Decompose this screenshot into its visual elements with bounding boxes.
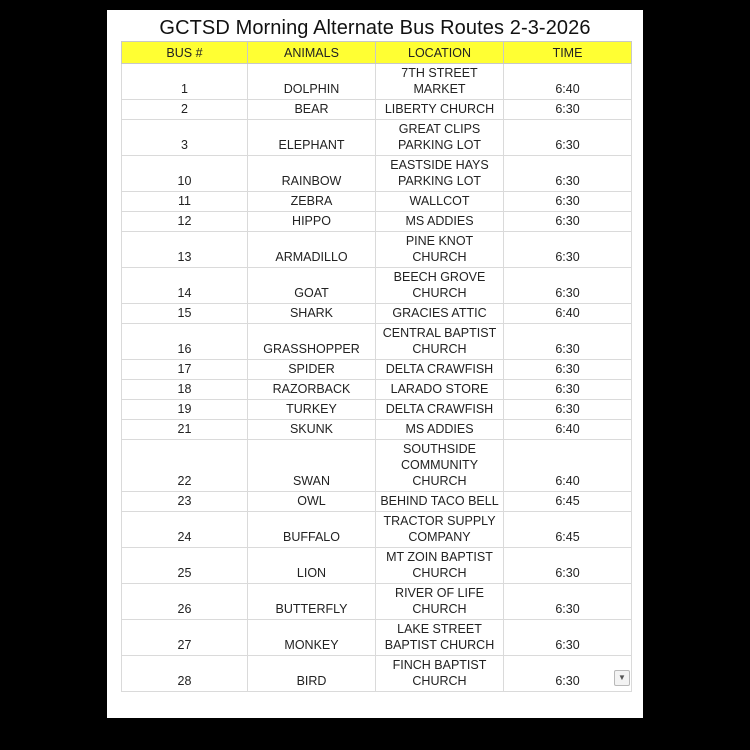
- bus-number-cell: 21: [122, 420, 248, 440]
- bus-number-cell: 18: [122, 380, 248, 400]
- location-cell: GRACIES ATTIC: [376, 304, 504, 324]
- bus-number-cell: 27: [122, 620, 248, 656]
- time-cell: 6:30: [504, 268, 632, 304]
- location-cell: 7TH STREET MARKET: [376, 64, 504, 100]
- table-row: [122, 156, 632, 192]
- bus-number-cell: 12: [122, 212, 248, 232]
- location-cell: LIBERTY CHURCH: [376, 100, 504, 120]
- bus-number-cell: 26: [122, 584, 248, 620]
- animal-cell: SKUNK: [248, 420, 376, 440]
- header-row: [122, 42, 632, 64]
- location-cell: EASTSIDE HAYS PARKING LOT: [376, 156, 504, 192]
- animal-cell: OWL: [248, 492, 376, 512]
- page-title: GCTSD Morning Alternate Bus Routes 2-3-2026: [159, 17, 591, 39]
- time-cell: 6:40: [504, 440, 632, 492]
- table-row: [122, 440, 632, 492]
- header-animals: ANIMALS: [248, 42, 376, 64]
- table-row: [122, 512, 632, 548]
- bus-number-cell: 16: [122, 324, 248, 360]
- table-row: [122, 656, 632, 692]
- table-row: [122, 400, 632, 420]
- animal-cell: RAINBOW: [248, 156, 376, 192]
- time-cell: 6:30: [504, 232, 632, 268]
- animal-cell: GRASSHOPPER: [248, 324, 376, 360]
- time-cell: 6:30: [504, 548, 632, 584]
- table-row: [122, 420, 632, 440]
- bus-number-cell: 11: [122, 192, 248, 212]
- animal-cell: TURKEY: [248, 400, 376, 420]
- animal-cell: HIPPO: [248, 212, 376, 232]
- animal-cell: ZEBRA: [248, 192, 376, 212]
- bus-number-cell: 25: [122, 548, 248, 584]
- location-cell: MS ADDIES: [376, 212, 504, 232]
- table-row: [122, 268, 632, 304]
- animal-cell: ARMADILLO: [248, 232, 376, 268]
- table-row: [122, 584, 632, 620]
- animal-cell: DOLPHIN: [248, 64, 376, 100]
- location-cell: CENTRAL BAPTIST CHURCH: [376, 324, 504, 360]
- time-cell: 6:30: [504, 100, 632, 120]
- bus-routes-table: [121, 41, 632, 692]
- time-cell: 6:30: [504, 360, 632, 380]
- time-cell: 6:30: [504, 400, 632, 420]
- table-row: [122, 212, 632, 232]
- header-bus-number: BUS #: [122, 42, 248, 64]
- location-cell: DELTA CRAWFISH: [376, 400, 504, 420]
- table-row: [122, 232, 632, 268]
- location-cell: RIVER OF LIFE CHURCH: [376, 584, 504, 620]
- location-cell: DELTA CRAWFISH: [376, 360, 504, 380]
- time-cell: 6:30: [504, 380, 632, 400]
- animal-cell: ELEPHANT: [248, 120, 376, 156]
- table-row: [122, 304, 632, 324]
- time-cell: 6:30: [504, 656, 632, 692]
- time-cell: 6:30: [504, 584, 632, 620]
- table-row: [122, 192, 632, 212]
- bus-number-cell: 10: [122, 156, 248, 192]
- header-location: LOCATION: [376, 42, 504, 64]
- time-cell: 6:40: [504, 64, 632, 100]
- bus-number-cell: 28: [122, 656, 248, 692]
- header-time: TIME: [504, 42, 632, 64]
- animal-cell: RAZORBACK: [248, 380, 376, 400]
- location-cell: MS ADDIES: [376, 420, 504, 440]
- table-row: [122, 64, 632, 100]
- location-cell: BEECH GROVE CHURCH: [376, 268, 504, 304]
- bus-number-cell: 22: [122, 440, 248, 492]
- animal-cell: BUTTERFLY: [248, 584, 376, 620]
- animal-cell: LION: [248, 548, 376, 584]
- bus-number-cell: 14: [122, 268, 248, 304]
- location-cell: BEHIND TACO BELL: [376, 492, 504, 512]
- location-cell: LARADO STORE: [376, 380, 504, 400]
- animal-cell: SHARK: [248, 304, 376, 324]
- location-cell: GREAT CLIPS PARKING LOT: [376, 120, 504, 156]
- time-cell: 6:30: [504, 156, 632, 192]
- table-row: [122, 120, 632, 156]
- location-cell: LAKE STREET BAPTIST CHURCH: [376, 620, 504, 656]
- bus-number-cell: 24: [122, 512, 248, 548]
- table-row: [122, 620, 632, 656]
- time-cell: 6:45: [504, 512, 632, 548]
- animal-cell: BUFFALO: [248, 512, 376, 548]
- time-cell: 6:30: [504, 324, 632, 360]
- time-cell: 6:30: [504, 120, 632, 156]
- bus-number-cell: 2: [122, 100, 248, 120]
- location-cell: TRACTOR SUPPLY COMPANY: [376, 512, 504, 548]
- bus-number-cell: 1: [122, 64, 248, 100]
- bus-number-cell: 15: [122, 304, 248, 324]
- bus-number-cell: 23: [122, 492, 248, 512]
- animal-cell: MONKEY: [248, 620, 376, 656]
- table-row: [122, 100, 632, 120]
- animal-cell: GOAT: [248, 268, 376, 304]
- table-row: [122, 324, 632, 360]
- time-cell: 6:30: [504, 620, 632, 656]
- animal-cell: BIRD: [248, 656, 376, 692]
- location-cell: PINE KNOT CHURCH: [376, 232, 504, 268]
- time-cell: 6:40: [504, 304, 632, 324]
- table-row: [122, 548, 632, 584]
- animal-cell: SPIDER: [248, 360, 376, 380]
- animal-cell: BEAR: [248, 100, 376, 120]
- document-sheet: [107, 10, 643, 718]
- bus-number-cell: 13: [122, 232, 248, 268]
- table-row: [122, 492, 632, 512]
- time-cell: 6:30: [504, 192, 632, 212]
- table-row: [122, 380, 632, 400]
- location-cell: SOUTHSIDE COMMUNITY CHURCH: [376, 440, 504, 492]
- bus-number-cell: 19: [122, 400, 248, 420]
- location-cell: FINCH BAPTIST CHURCH: [376, 656, 504, 692]
- location-cell: WALLCOT: [376, 192, 504, 212]
- time-cell: 6:40: [504, 420, 632, 440]
- animal-cell: SWAN: [248, 440, 376, 492]
- table-row: [122, 360, 632, 380]
- location-cell: MT ZOIN BAPTIST CHURCH: [376, 548, 504, 584]
- dropdown-arrow-icon[interactable]: ▼: [614, 670, 630, 686]
- time-cell: 6:30: [504, 212, 632, 232]
- bus-number-cell: 3: [122, 120, 248, 156]
- bus-number-cell: 17: [122, 360, 248, 380]
- time-cell: 6:45: [504, 492, 632, 512]
